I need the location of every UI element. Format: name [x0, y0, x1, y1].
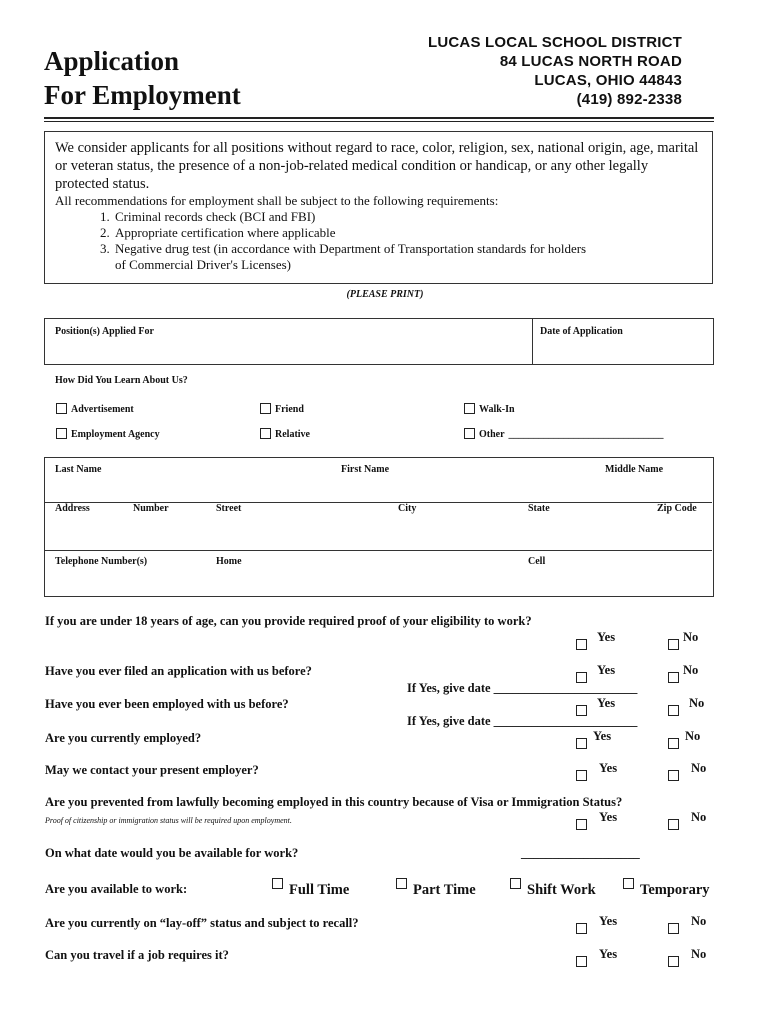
name-field[interactable] — [55, 478, 703, 498]
home-phone-field[interactable] — [216, 570, 516, 592]
under-18-no[interactable] — [668, 632, 698, 650]
eeo-statement: We consider applicants for all positions without regard to race, color, religion, sex, national origin, age, marital or veteran status, the presence of a non-job-related medical condition or handicap, or any other legally protected status. — [55, 140, 699, 192]
checkbox-icon[interactable] — [668, 672, 679, 683]
currently-employed-no[interactable] — [668, 731, 700, 749]
date-of-application-field[interactable] — [540, 341, 705, 361]
checkbox-icon[interactable] — [668, 923, 679, 934]
form-title — [44, 44, 241, 112]
contact-employer-yes[interactable] — [576, 763, 617, 781]
checkbox-icon[interactable] — [623, 878, 634, 889]
form-title-line2: For Employment — [44, 80, 241, 110]
address-phone-divider — [45, 550, 712, 551]
requirements-intro: All recommendations for employment shall be subject to the following requirements: — [55, 193, 499, 208]
question-lay-off: Are you currently on “lay-off” status and subject to recall? — [45, 916, 359, 930]
question-currently-employed: Are you currently employed? — [45, 731, 202, 745]
cell-phone-label: Cell — [528, 556, 546, 567]
requirement-1: 1. Criminal records check (BCI and FBI) — [113, 209, 702, 225]
yes-label: Yes — [597, 696, 616, 710]
other-line[interactable]: _______________________________ — [508, 429, 664, 440]
available-full-time[interactable] — [272, 874, 350, 898]
checkbox-icon[interactable] — [668, 705, 679, 716]
district-address-block — [428, 33, 682, 109]
question-available-to-work: Are you available to work: — [45, 882, 188, 896]
yes-label: Yes — [597, 663, 616, 677]
checkbox-icon[interactable] — [464, 403, 475, 414]
form-title-line1: Application — [44, 46, 180, 76]
checkbox-relative[interactable] — [260, 424, 310, 442]
full-time-label: Full Time — [289, 882, 350, 898]
eeo-notice — [44, 131, 713, 284]
district-street: 84 LUCAS NORTH ROAD — [499, 53, 682, 70]
address-label: Address — [55, 503, 90, 514]
yes-label: Yes — [599, 810, 618, 824]
no-label: No — [691, 914, 707, 928]
checkbox-icon[interactable] — [56, 428, 67, 439]
please-print-note: (PLEASE PRINT) — [346, 289, 424, 300]
option-label: Advertisement — [71, 404, 134, 415]
part-time-label: Part Time — [413, 882, 476, 898]
checkbox-advertisement[interactable] — [56, 399, 134, 417]
temporary-label: Temporary — [640, 882, 710, 898]
district-city: LUCAS, OHIO 44843 — [534, 72, 682, 89]
filed-before-no[interactable] — [668, 665, 698, 683]
no-label: No — [691, 761, 707, 775]
header-rule — [44, 117, 714, 119]
state-label: State — [528, 503, 550, 514]
option-label: Walk-In — [479, 404, 515, 415]
no-label: No — [685, 729, 701, 743]
requirement-2: 2. Appropriate certification where applicable — [113, 225, 702, 241]
checkbox-icon[interactable] — [576, 770, 587, 781]
question-available-date: On what date would you be available for work? — [45, 846, 299, 860]
yes-label: Yes — [597, 630, 616, 644]
question-employed-before: Have you ever been employed with us before? — [45, 697, 289, 711]
learn-question: How Did You Learn About Us? — [55, 375, 188, 386]
checkbox-walk-in[interactable] — [464, 399, 515, 417]
middle-name-label: Middle Name — [605, 464, 664, 475]
number-label: Number — [133, 503, 169, 514]
question-contact-employer: May we contact your present employer? — [45, 763, 259, 777]
checkbox-icon[interactable] — [668, 639, 679, 650]
no-label: No — [689, 696, 705, 710]
district-name: LUCAS LOCAL SCHOOL DISTRICT — [427, 34, 682, 51]
yes-label: Yes — [599, 914, 618, 928]
checkbox-icon[interactable] — [260, 403, 271, 414]
employed-before-date[interactable]: If Yes, give date _______________________ — [407, 714, 638, 728]
citizenship-note: Proof of citizenship or immigration status will be required upon employment. — [45, 816, 292, 825]
available-part-time[interactable] — [396, 874, 476, 898]
option-label: Other — [479, 429, 505, 440]
checkbox-friend[interactable] — [260, 399, 304, 417]
filed-before-date[interactable]: If Yes, give date _______________________ — [407, 681, 638, 695]
travel-no[interactable] — [668, 949, 706, 967]
yes-label: Yes — [599, 761, 618, 775]
city-label: City — [398, 503, 417, 514]
visa-status-no[interactable] — [668, 812, 706, 830]
no-label: No — [691, 810, 707, 824]
contact-section — [44, 457, 714, 597]
no-label: No — [683, 630, 699, 644]
employed-before-no[interactable] — [668, 698, 704, 716]
shift-work-label: Shift Work — [527, 882, 596, 898]
position-label: Position(s) Applied For — [55, 326, 154, 337]
checkbox-icon[interactable] — [56, 403, 67, 414]
district-phone: (419) 892-2338 — [576, 91, 682, 108]
checkbox-icon[interactable] — [576, 819, 587, 830]
visa-status-yes[interactable] — [576, 812, 617, 830]
position-field[interactable] — [57, 341, 522, 361]
checkbox-icon[interactable] — [576, 956, 587, 967]
checkbox-icon[interactable] — [260, 428, 271, 439]
no-label: No — [691, 947, 707, 961]
checkbox-employment-agency[interactable] — [56, 424, 160, 442]
checkbox-icon[interactable] — [576, 738, 587, 749]
checkbox-icon[interactable] — [396, 878, 407, 889]
cell-phone-field[interactable] — [528, 570, 703, 592]
checkbox-icon[interactable] — [510, 878, 521, 889]
checkbox-icon[interactable] — [668, 956, 679, 967]
lay-off-yes[interactable] — [576, 916, 617, 934]
option-label: Employment Agency — [71, 429, 160, 440]
header-rule-thin — [44, 121, 714, 122]
option-label: Friend — [275, 404, 304, 415]
requirement-3: 3. Negative drug test (in accordance with Department of Transportation standards for holders — [113, 241, 702, 257]
position-section — [44, 318, 714, 365]
available-temporary[interactable] — [623, 874, 710, 898]
travel-yes[interactable] — [576, 949, 617, 967]
position-divider — [532, 319, 533, 364]
checkbox-other[interactable] — [464, 424, 664, 442]
yes-label: Yes — [599, 947, 618, 961]
checkbox-icon[interactable] — [668, 770, 679, 781]
telephone-label: Telephone Number(s) — [55, 556, 148, 567]
last-name-label: Last Name — [55, 464, 102, 475]
question-filed-before: Have you ever filed an application with us before? — [45, 664, 312, 678]
checkbox-icon[interactable] — [464, 428, 475, 439]
question-travel: Can you travel if a job requires it? — [45, 948, 229, 962]
question-visa-status: Are you prevented from lawfully becoming employed in this country because of Visa or Immigration Status? — [45, 795, 623, 809]
under-18-yes[interactable] — [576, 632, 615, 650]
checkbox-icon[interactable] — [576, 639, 587, 650]
available-date-field[interactable]: ___________________ — [521, 846, 640, 860]
no-label: No — [683, 663, 699, 677]
option-label: Relative — [275, 429, 310, 440]
contact-employer-no[interactable] — [668, 763, 706, 781]
checkbox-icon[interactable] — [272, 878, 283, 889]
date-of-application-label: Date of Application — [540, 326, 623, 337]
question-under-18: If you are under 18 years of age, can you provide required proof of your eligibility to work? — [45, 614, 532, 628]
yes-label: Yes — [593, 729, 612, 743]
requirement-3-cont: of Commercial Driver's Licenses) — [115, 257, 291, 272]
currently-employed-yes[interactable] — [576, 731, 611, 749]
address-field[interactable] — [55, 518, 703, 546]
first-name-label: First Name — [341, 464, 390, 475]
checkbox-icon[interactable] — [668, 819, 679, 830]
checkbox-icon[interactable] — [576, 923, 587, 934]
checkbox-icon[interactable] — [668, 738, 679, 749]
home-phone-label: Home — [216, 556, 242, 567]
zip-code-label: Zip Code — [657, 503, 697, 514]
available-shift-work[interactable] — [510, 874, 596, 898]
lay-off-no[interactable] — [668, 916, 706, 934]
street-label: Street — [216, 503, 242, 514]
